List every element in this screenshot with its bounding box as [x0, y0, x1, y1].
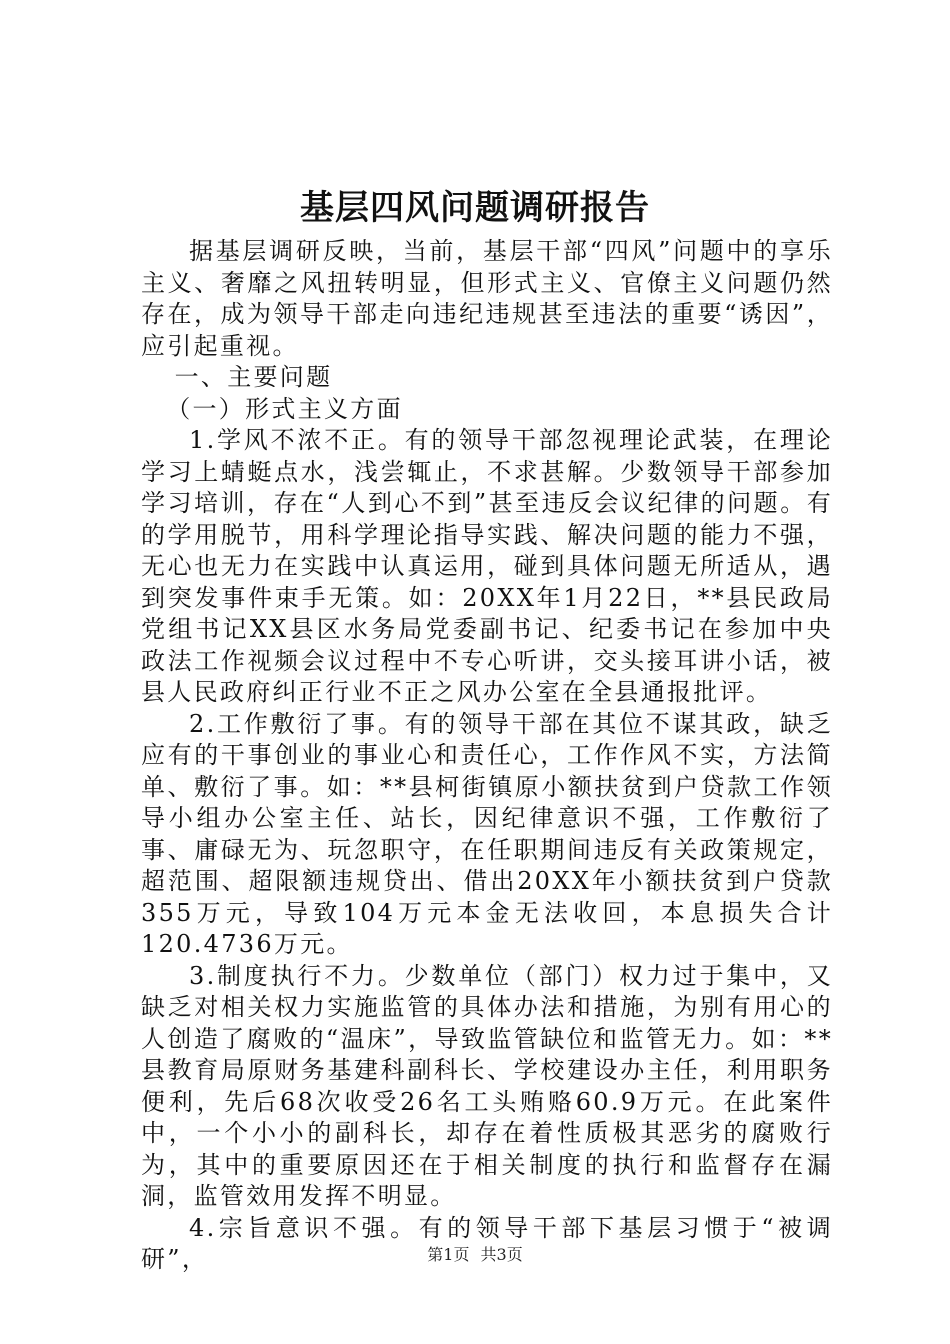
paragraph-perfunctory-work: 2.工作敷衍了事。有的领导干部在其位不谋其政，缺乏应有的干事创业的事业心和责任心，工作作风不实，方法简单、敷衍了事。如：**县柯街镇原小额扶贫到户贷款工作领导小组办公室主任、站长，因纪律意识不强，工作敷衍了事、庸碌无为、玩忽职守，在任职期间违反有关政策规定，超范围、超限额违规贷出、借出20XX年小额扶贫到户贷款355万元，导致104万元本金无法收回，本息损失合计120.4736万元。	[141, 709, 833, 958]
paragraph-weak-enforcement: 3.制度执行不力。少数单位（部门）权力过于集中，又缺乏对相关权力实施监管的具体办法和措施，为别有用心的人创造了腐败的“温床”，导致监管缺位和监管无力。如：**县教育局原财务基建科副科长、学校建设办主任，利用职务便利，先后68次收受26名工头贿赂60.9万元。在此案件中，一个小小的副科长，却存在着性质极其恶劣的腐败行为，其中的重要原因还在于相关制度的执行和监督存在漏洞，监管效用发挥不明显。	[141, 961, 833, 1210]
section-heading-main-problems: 一、主要问题	[174, 363, 333, 391]
intro-paragraph: 据基层调研反映，当前，基层干部“四风”问题中的享乐主义、奢靡之风扭转明显，但形式主义、官僚主义问题仍然存在，成为领导干部走向违纪违规甚至违法的重要“诱因”，应引起重视。	[141, 237, 833, 360]
document-title: 基层四风问题调研报告	[300, 188, 650, 228]
page-total: 共3页	[480, 1245, 523, 1264]
paragraph-weak-purpose: 4.宗旨意识不强。有的领导干部下基层习惯于“被调研”，	[141, 1213, 833, 1273]
page-footer	[0, 1245, 950, 1265]
document-body	[141, 236, 833, 1276]
paragraph-study-style: 1.学风不浓不正。有的领导干部忽视理论武装，在理论学习上蜻蜓点水，浅尝辄止，不求甚解。少数领导干部参加学习培训，存在“人到心不到”甚至违反会议纪律的问题。有的学用脱节，用科学理论指导实践、解决问题的能力不强，无心也无力在实践中认真运用，碰到具体问题无所适从，遇到突发事件束手无策。如：20XX年1月22日，**县民政局党组书记XX县区水务局党委副书记、纪委书记在参加中央政法工作视频会议过程中不专心听讲，交头接耳讲小话，被县人民政府纠正行业不正之风办公室在全县通报批评。	[141, 426, 833, 706]
page-number: 第1页	[427, 1245, 470, 1264]
subsection-heading-formalism: （一）形式主义方面	[166, 394, 403, 423]
